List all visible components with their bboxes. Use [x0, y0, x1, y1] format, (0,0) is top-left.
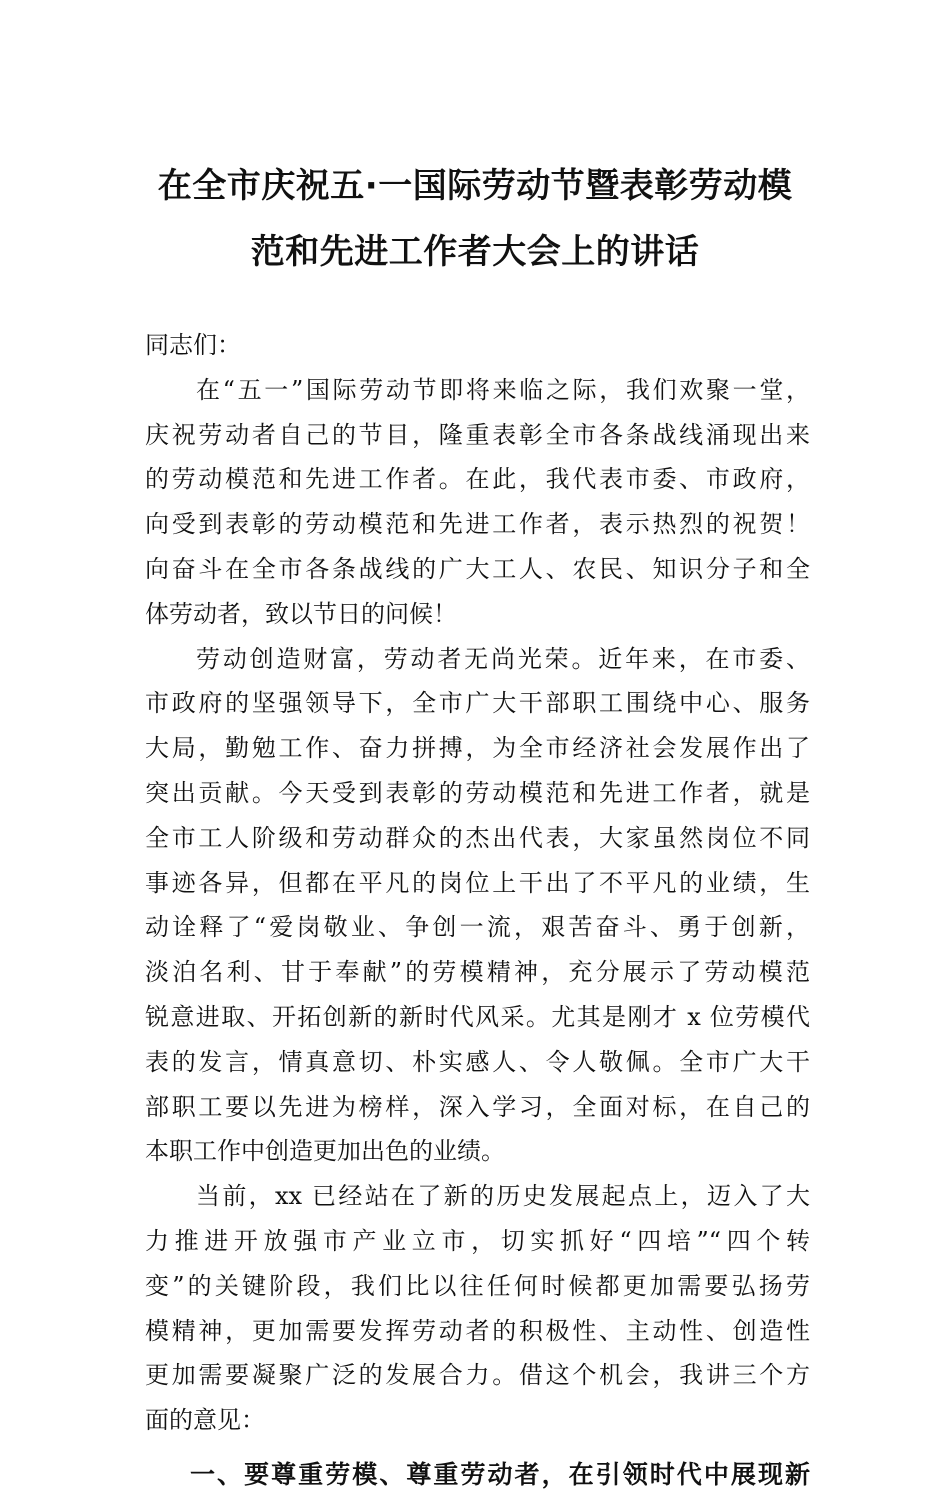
document-body — [145, 323, 810, 1503]
body-line: 大局，勤勉工作、奋力拼搏，为全市经济社会发展作出了 — [145, 734, 810, 763]
body-line: 事迹各异，但都在平凡的岗位上干出了不平凡的业绩，生 — [145, 868, 810, 897]
body-line: 更加需要凝聚广泛的发展合力。借这个机会，我讲三个方 — [145, 1361, 810, 1390]
body-line: 变”的关键阶段，我们比以往任何时候都更加需要弘扬劳 — [145, 1271, 810, 1300]
body-line: 体劳动者，致以节日的问候！ — [145, 599, 457, 628]
body-line: 向奋斗在全市各条战线的广大工人、农民、知识分子和全 — [145, 554, 810, 583]
body-line: 部职工要以先进为榜样，深入学习，全面对标，在自己的 — [145, 1092, 810, 1121]
body-line: 模精神，更加需要发挥劳动者的积极性、主动性、创造性 — [145, 1316, 810, 1345]
body-line: 的劳动模范和先进工作者。在此，我代表市委、市政府， — [145, 465, 810, 494]
body-line: 面的意见： — [145, 1406, 265, 1435]
body-line: 庆祝劳动者自己的节目，隆重表彰全市各条战线涌现出来 — [145, 420, 810, 449]
body-line: 市政府的坚强领导下，全市广大干部职工围绕中心、服务 — [145, 689, 810, 718]
body-line: 力推进开放强市产业立市，切实抓好“四培”“四个转 — [145, 1226, 810, 1255]
body-line: 锐意进取、开拓创新的新时代风采。尤其是刚才 x 位劳模代 — [145, 1002, 810, 1031]
body-line: 淡泊名利、甘于奉献”的劳模精神，充分展示了劳动模范 — [145, 958, 810, 987]
body-line: 全市工人阶级和劳动群众的杰出代表，大家虽然岗位不同 — [145, 823, 810, 852]
document-title-line-2: 范和先进工作者大会上的讲话 — [250, 232, 700, 272]
section-heading: 一、要尊重劳模、尊重劳动者，在引领时代中展现新 — [190, 1459, 810, 1489]
body-line: 本职工作中创造更加出色的业绩。 — [145, 1137, 505, 1166]
body-line: 同志们： — [145, 331, 241, 359]
body-line: 动诠释了“爱岗敬业、争创一流，艰苦奋斗、勇于创新， — [145, 913, 810, 942]
document-title-line-1: 在全市庆祝五·一国际劳动节暨表彰劳动模 — [157, 166, 793, 206]
body-line: 向受到表彰的劳动模范和先进工作者，表示热烈的祝贺！ — [145, 510, 810, 539]
body-line: 突出贡献。今天受到表彰的劳动模范和先进工作者，就是 — [145, 778, 810, 807]
body-line: 当前，xx 已经站在了新的历史发展起点上，迈入了大 — [196, 1182, 810, 1211]
body-line: 表的发言，情真意切、朴实感人、令人敬佩。全市广大干 — [145, 1047, 810, 1076]
body-line: 劳动创造财富，劳动者无尚光荣。近年来，在市委、 — [196, 644, 810, 673]
body-line: 在“五一”国际劳动节即将来临之际，我们欢聚一堂， — [196, 375, 810, 404]
